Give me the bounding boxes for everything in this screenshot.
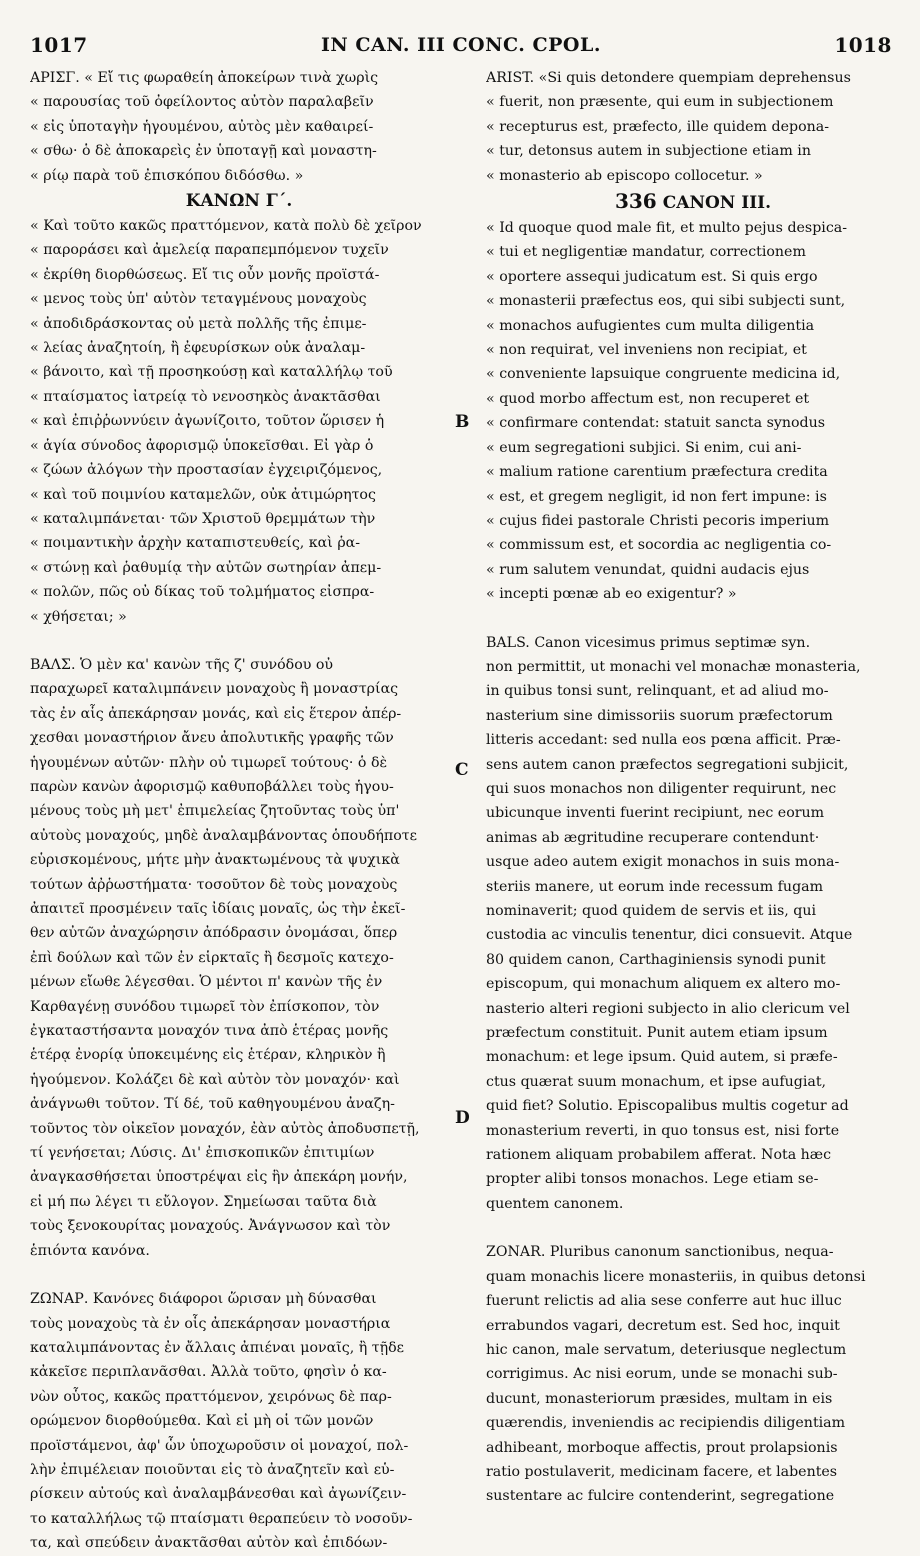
page-number-right: 1018 bbox=[834, 33, 892, 57]
text-line: το καταλλήλως τῷ πταίσματι θεραπεύειν τὸ νοσοῦν- bbox=[30, 1510, 413, 1527]
text-line: « βάνοιτο, καὶ τῇ προσηκούσῃ καὶ καταλλήλῳ τοῦ bbox=[30, 364, 393, 381]
text-line: εὑρισκομένους, μήτε μὴν ἀνακτωμένους τὰ ψυχικὰ bbox=[30, 852, 400, 869]
text-line: « malium ratione carentium præfectura credita bbox=[486, 464, 828, 481]
text-line: « commissum est, et socordia ac negligentia co- bbox=[486, 537, 832, 554]
text-line: αὐτοὺς μοναχούς, μηδὲ ἀναλαμβάνοντας ὁπουδήποτε bbox=[30, 827, 417, 844]
text-line: λὴν ἐπιμέλειαν ποιοῦνται εἰς τὸ ἀναζητεῖν καὶ εὑ- bbox=[30, 1461, 395, 1478]
text-line: « λείας ἀναζητοίη, ἢ ἐφευρίσκων οὐκ ἀναλαμ- bbox=[30, 340, 366, 357]
text-line: monasterium reverti, in quo tonsus est, nisi forte bbox=[486, 1122, 840, 1139]
text-line: « ἁγία σύνοδος ἀφορισμῷ ὑποκεῖσθαι. Εἰ γὰρ ὁ bbox=[30, 437, 374, 454]
text-line: « ποιμαντικὴν ἀρχὴν καταπιστευθείς, καὶ ῥα- bbox=[30, 535, 361, 552]
text-line: « confirmare contendat: statuit sancta synodus bbox=[486, 415, 826, 432]
text-line: ορώμενον διορθούμεθα. Καὶ εἰ μὴ οἱ τῶν μονῶν bbox=[30, 1413, 374, 1430]
text-line: errabundos vagari, decretum est. Sed hoc, inquit bbox=[486, 1317, 840, 1334]
text-line: quærendis, inveniendis ac recipiendis diligentiam bbox=[486, 1415, 846, 1432]
greek-aristenus-epitome bbox=[30, 66, 448, 188]
text-line: « στώνῃ καὶ ῥαθυμίᾳ τὴν αὐτῶν σωτηρίαν ἀπεμ- bbox=[30, 559, 382, 576]
text-line: τοὺς μοναχοὺς τὰ ἐν οἷς ἀπεκάρησαν μοναστήρια bbox=[30, 1315, 391, 1332]
text-line: « ἐκρίθη διορθώσεως. Εἴ τις οὖν μονῆς προϊστά- bbox=[30, 266, 380, 283]
text-line: « μενος τοὺς ὑπ' αὐτὸν τεταγμένους μοναχοὺς bbox=[30, 291, 367, 308]
text-line: « quod morbo affectum est, non recuperet et bbox=[486, 390, 810, 407]
text-line: quam monachis licere monasteriis, in quibus detonsi bbox=[486, 1268, 866, 1285]
text-line: « παρουσίας τοῦ ὀφείλοντος αὐτὸν παραλαβεῖν bbox=[30, 94, 374, 111]
text-line: ducunt, monasteriorum præsides, multam in eis bbox=[486, 1390, 833, 1407]
text-line: « eum segregationi subjici. Si enim, cui ani- bbox=[486, 439, 802, 456]
text-line: « cujus fidei pastorale Christi pecoris imperium bbox=[486, 512, 830, 529]
text-line: propter alibi tonsos monachos. Lege etiam se- bbox=[486, 1171, 819, 1188]
text-line: ΖΩΝΑΡ. Κανόνες διάφοροι ὥρισαν μὴ δύνασθαι bbox=[30, 1291, 377, 1308]
running-title: IN CAN. III CONC. CPOL. bbox=[321, 34, 601, 56]
text-line: τὰς ἐν αἷς ἀπεκάρησαν μονάς, καὶ εἰς ἕτερον ἀπέρ- bbox=[30, 705, 402, 722]
text-line: « σθω· ὁ δὲ ἀποκαρεὶς ἐν ὑποταγῇ καὶ μοναστη- bbox=[30, 143, 377, 160]
text-line: νὼν οὗτος, κακῶς πραττόμενον, χειρόνως δὲ παρ- bbox=[30, 1388, 392, 1405]
text-line: in quibus tonsi sunt, relinquant, et ad aliud mo- bbox=[486, 683, 829, 700]
text-line: nasterium sine dimissoriis suorum præfectorum bbox=[486, 707, 833, 724]
text-line: monachum: et lege ipsum. Quid autem, si præfe- bbox=[486, 1049, 838, 1066]
page-number-left: 1017 bbox=[30, 33, 88, 57]
text-line: ΒΑΛΣ. Ὁ μὲν κα' κανὼν τῆς ζ' συνόδου οὐ bbox=[30, 656, 334, 673]
text-line: nasterio alteri regioni subjecto in alio clericum vel bbox=[486, 1000, 850, 1017]
text-line: κἀκεῖσε περιπλανᾶσθαι. Ἀλλὰ τοῦτο, φησὶν ὁ κα- bbox=[30, 1364, 387, 1381]
text-line: καταλιμπάνοντας ἐν ἄλλαις ἀπιέναι μοναῖς, ἢ τῇδε bbox=[30, 1339, 404, 1356]
text-line: « χθήσεται; » bbox=[30, 608, 127, 625]
text-line: ἀνάγνωθι τοῦτον. Τί δέ, τοῦ καθηγουμένου ἀναζη- bbox=[30, 1096, 395, 1113]
latin-canon-title bbox=[486, 188, 900, 216]
text-line: θεν αὐτῶν ἀναχώρησιν ἀπόδρασιν ὀνομάσαι, ὅπερ bbox=[30, 925, 398, 942]
text-line: « ρίῳ παρὰ τοῦ ἐπισκόπου διδόσθω. » bbox=[30, 167, 304, 184]
text-line: ἑπιόντα κανόνα. bbox=[30, 1242, 150, 1259]
text-line: ἡγουμένων αὐτῶν· πλὴν οὐ τιμωρεῖ τούτους· ὁ δὲ bbox=[30, 754, 388, 771]
page-header bbox=[30, 28, 892, 62]
column-number: 336 bbox=[614, 189, 657, 214]
text-line: « fuerit, non præsente, qui eum in subjectionem bbox=[486, 94, 834, 111]
greek-canon-text bbox=[30, 214, 448, 629]
text-line: non permittit, ut monachi vel monachæ monasteria, bbox=[486, 658, 861, 675]
text-line: « πταίσματος ἰατρείᾳ τὸ νενοσηκὸς ἀνακτᾶσθαι bbox=[30, 388, 381, 405]
text-line: παρὼν κανὼν ἀφορισμῷ καθυποβάλλει τοὺς ἡγου- bbox=[30, 778, 394, 795]
text-line: « πολῶν, πῶς οὐ δίκας τοῦ τολμήματος εἰσπρα- bbox=[30, 584, 375, 601]
text-line: nominaverit; quod quidem de servis et iis, qui bbox=[486, 903, 817, 919]
text-line: animas ab ægritudine recuperare contendunt· bbox=[486, 829, 820, 846]
text-line: « tur, detonsus autem in subjectione etiam in bbox=[486, 143, 811, 160]
text-line: τί γενήσεται; Λύσις. Δι' ἐπισκοπικῶν ἐπιτιμίων bbox=[30, 1145, 375, 1162]
text-line: ἑτέρᾳ ἐνορίᾳ ὑποκειμένης εἰς ἑτέραν, κληρικὸν ἢ bbox=[30, 1047, 386, 1064]
latin-canon-text bbox=[486, 216, 900, 607]
text-line: παραχωρεῖ καταλιμπάνειν μοναχοὺς ἢ μοναστρίας bbox=[30, 681, 399, 698]
text-line: « non requirat, vel inveniens non recipiat, et bbox=[486, 342, 807, 359]
text-line: 80 quidem canon, Carthaginiensis synodi punit bbox=[486, 951, 826, 968]
text-line: qui suos monachos non diligenter requirunt, nec bbox=[486, 780, 837, 797]
text-line: ἐπὶ δούλων καὶ τῶν ἐν εἱρκταῖς ἢ δεσμοῖς κατεχο- bbox=[30, 949, 394, 966]
greek-column bbox=[30, 66, 448, 1556]
margin-letter-b: B bbox=[455, 412, 470, 432]
text-line: ἀναγκασθήσεται ὑποστρέψαι εἰς ἣν ἀπεκάρη μονήν, bbox=[30, 1169, 408, 1186]
text-line: « ἀποδιδράσκοντας οὐ μετὰ πολλῆς τῆς ἐπιμε- bbox=[30, 315, 367, 332]
text-line: « est, et gregem negligit, id non fert impune: is bbox=[486, 488, 827, 505]
text-line: « ζώων ἀλόγων τὴν προστασίαν ἐγχειριζόμενος, bbox=[30, 462, 383, 479]
text-line: τοὺς ξενοκουρίτας μοναχούς. Ἀνάγνωσον καὶ τὸν bbox=[30, 1218, 391, 1235]
text-line: quentem canonem. bbox=[486, 1195, 624, 1212]
margin-letter-d: D bbox=[455, 1108, 470, 1128]
text-line: præfectum constituit. Punit autem etiam ipsum bbox=[486, 1025, 828, 1042]
text-line: sens autem canon præfectos segregationi subjicit, bbox=[486, 756, 849, 773]
text-line: « εἰς ὑποταγὴν ἡγουμένου, αὐτὸς μὲν καθαιρεί- bbox=[30, 118, 374, 135]
text-line: ἡγούμενον. Κολάζει δὲ καὶ αὐτὸν τὸν μοναχόν· καὶ bbox=[30, 1071, 400, 1088]
latin-zonaras-commentary bbox=[486, 1240, 900, 1508]
text-line: custodia ac vinculis tenentur, dici consuevit. Atque bbox=[486, 927, 853, 944]
text-line: « monasterii præfectus eos, qui sibi subjecti sunt, bbox=[486, 293, 846, 310]
latin-aristenus-epitome bbox=[486, 66, 900, 188]
latin-canon-heading: CANON III. bbox=[662, 193, 772, 214]
margin-letter-c: C bbox=[455, 760, 469, 780]
text-line: « recepturus est, præfecto, ille quidem depona- bbox=[486, 118, 830, 135]
text-line: « monachos aufugientes cum multa diligentia bbox=[486, 317, 815, 334]
latin-column bbox=[486, 66, 900, 1509]
text-line: ἀπαιτεῖ προσμένειν ταῖς ἰδίαις μοναῖς, ὡς τὴν ἐκεῖ- bbox=[30, 901, 406, 917]
text-line: μένων εἴωθε λέγεσθαι. Ὁ μέντοι π' κανὼν τῆς ἐν bbox=[30, 974, 383, 991]
text-line: « καταλιμπάνεται· τῶν Χριστοῦ θρεμμάτων τὴν bbox=[30, 510, 376, 527]
text-line: quid fiet? Solutio. Episcopalibus multis cogetur ad bbox=[486, 1098, 849, 1115]
text-line: « παροράσει καὶ ἀμελείᾳ παραπεμπόμενον τυχεῖν bbox=[30, 242, 389, 259]
text-line: sustentare ac fulcire contenderint, segregatione bbox=[486, 1488, 835, 1505]
text-line: « καὶ ἐπιῤῥωννύειν ἀγωνίζοιτο, τοῦτον ὥρισεν ἡ bbox=[30, 413, 385, 430]
text-line: « oportere assequi judicatum est. Si quis ergo bbox=[486, 268, 818, 285]
text-line: ΑΡΙΣΓ. « Εἴ τις φωραθείη ἀποκείρων τινὰ χωρὶς bbox=[30, 70, 379, 86]
text-line: ubicunque inventi fuerint recipiunt, nec eorum bbox=[486, 805, 825, 822]
text-line: ZONAR. Pluribus canonum sanctionibus, nequa- bbox=[486, 1244, 834, 1261]
text-line: « monasterio ab episcopo collocetur. » bbox=[486, 167, 763, 184]
text-line: « καὶ τοῦ ποιμνίου καταμελῶν, οὐκ ἀτιμώρητος bbox=[30, 486, 376, 503]
text-line: fuerunt relictis ad alia sese conferre aut huc illuc bbox=[486, 1293, 842, 1310]
text-line: ἐγκαταστήσαντα μοναχόν τινα ἀπὸ ἑτέρας μονῆς bbox=[30, 1023, 389, 1040]
text-line: εἰ μή πω λέγει τι εὔλογον. Σημείωσαι ταῦτα διὰ bbox=[30, 1193, 377, 1210]
text-line: ρίσκειν αὐτούς καὶ ἀναλαμβάνεσθαι καὶ ἀγωνίζειν- bbox=[30, 1486, 407, 1503]
text-line: ARIST. «Si quis detondere quempiam deprehensus bbox=[486, 70, 851, 86]
text-line: usque adeo autem exigit monachos in suis mona- bbox=[486, 854, 840, 871]
text-line: « rum salutem venundat, quidni audacis ejus bbox=[486, 561, 810, 578]
text-line: Καρθαγένῃ συνόδου τιμωρεῖ τὸν ἐπίσκοπον, τὸν bbox=[30, 998, 380, 1015]
text-line: adhibeant, morboque affectis, prout prolapsionis bbox=[486, 1439, 838, 1456]
text-line: τα, καὶ σπεύδειν ἀνακτᾶσθαι αὐτὸν καὶ ἐπιδόων- bbox=[30, 1535, 388, 1552]
text-line: μένους τοὺς μὴ μετ' ἐπιμελείας ζητοῦντας τοὺς ὑπ' bbox=[30, 803, 400, 820]
text-line: τοῦντος τὸν οἰκεῖον μοναχόν, ἐὰν αὐτὸς ἀποδυσπετῇ, bbox=[30, 1120, 420, 1137]
text-line: προϊστάμενοι, ἀφ' ὧν ὑποχωροῦσιν οἱ μοναχοί, πολ- bbox=[30, 1437, 409, 1454]
text-line: BALS. Canon vicesimus primus septimæ syn. bbox=[486, 634, 811, 651]
text-line: episcopum, qui monachum aliquem ex altero mo- bbox=[486, 976, 841, 993]
greek-zonaras-commentary bbox=[30, 1287, 448, 1555]
text-line: litteris accedant: sed nulla eos pœna afficit. Præ- bbox=[486, 732, 841, 749]
text-line: corrigimus. Ac nisi eorum, unde se monachi sub- bbox=[486, 1366, 838, 1383]
text-line: χεσθαι μοναστήριον ἄνευ ἀπολυτικῆς γραφῆς τῶν bbox=[30, 730, 394, 747]
text-line: ratio postulaverit, medicinam facere, et labentes bbox=[486, 1463, 838, 1480]
text-line: « incepti pœnæ ab eo exigentur? » bbox=[486, 586, 737, 603]
text-line: « tui et negligentiæ mandatur, correctionem bbox=[486, 244, 806, 261]
text-line: steriis manere, ut eorum inde recessum fugam bbox=[486, 878, 824, 895]
latin-balsamon-commentary bbox=[486, 631, 900, 1217]
text-line: ctus quærat suum monachum, et ipse aufugiat, bbox=[486, 1073, 827, 1090]
greek-canon-title: ΚΑΝΩΝ Γ΄. bbox=[185, 191, 293, 212]
text-line: « Id quoque quod male fit, et multo pejus despica- bbox=[486, 220, 848, 237]
text-line: « conveniente lapsuique congruente medicina id, bbox=[486, 366, 841, 383]
greek-balsamon-commentary bbox=[30, 653, 448, 1263]
text-line: « Καὶ τοῦτο κακῶς πραττόμενον, κατὰ πολὺ δὲ χεῖρον bbox=[30, 218, 422, 235]
text-line: hic canon, male servatum, deteriusque neglectum bbox=[486, 1341, 847, 1358]
text-line: τούτων ἀῤῥωστήματα· τοσοῦτον δὲ τοὺς μοναχοὺς bbox=[30, 876, 398, 893]
text-line: rationem aliquam probabilem afferat. Nota hæc bbox=[486, 1147, 832, 1164]
